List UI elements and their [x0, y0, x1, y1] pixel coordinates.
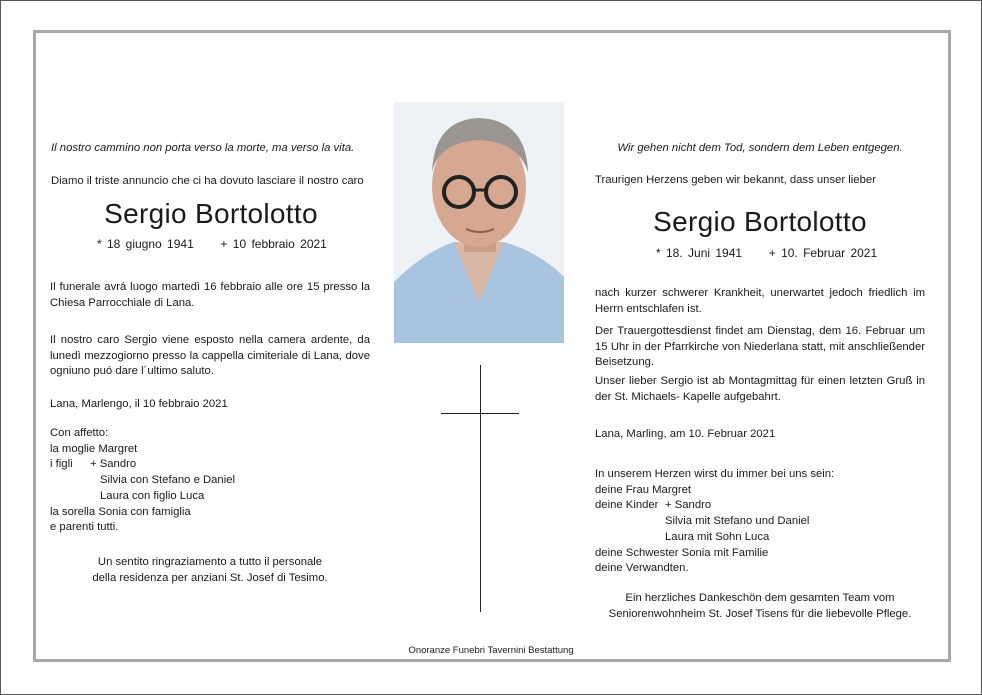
family-heading: Con affetto:: [50, 427, 109, 439]
family-child: + Sandro: [665, 499, 712, 512]
left-deceased-name: Sergio Bortolotto: [104, 198, 318, 229]
family-relatives: deine Verwandten.: [595, 562, 689, 575]
family-child: Silvia mit Stefano und Daniel: [665, 515, 810, 528]
left-thanks: [50, 555, 370, 586]
right-thanks: [585, 591, 935, 622]
portrait-image: [394, 102, 564, 343]
family-heading: In unserem Herzen wirst du immer bei uns sein:: [595, 468, 835, 480]
left-funeral-text: Il funerale avrá luogo martedì 16 febbraio alle ore 15 presso la Chiesa Parrocchiale di Lana.: [50, 281, 370, 309]
right-family-list: [595, 467, 834, 577]
right-passing-text: nach kurzer schwerer Krankheit, unerwartet jedoch friedlich im Herrn entschlafen ist.: [595, 287, 925, 315]
right-service-text: Der Trauergottesdienst findet am Dienstag, dem 16. Februar um 15 Uhr in der Pfarrkirche von Niederlana statt, mit anschließender Beisetzung.: [595, 325, 925, 369]
cross-icon: [480, 365, 481, 612]
thanks-line: Un sentito ringraziamento a tutto il personale: [97, 556, 323, 568]
family-child: + Sandro: [90, 458, 137, 471]
right-dates: [656, 246, 877, 260]
right-viewing-text: Unser lieber Sergio ist ab Montagmittag für einen letzten Gruß in der St. Michaels- Kapelle aufgebahrt.: [595, 375, 925, 403]
left-death-date: + 10 febbraio 2021: [220, 237, 327, 251]
thanks-line: della residenza per anziani St. Josef di Tesimo.: [92, 571, 328, 584]
family-children-row: [50, 457, 235, 473]
left-birth-date: * 18 giugno 1941: [97, 237, 194, 251]
family-child: Laura con figlio Luca: [100, 489, 205, 502]
left-quote: Il nostro cammino non porta verso la morte, ma verso la vita.: [51, 142, 355, 154]
right-birth-date: * 18. Juni 1941: [656, 246, 743, 260]
deceased-photo: [394, 102, 564, 343]
family-sister: deine Schwester Sonia mit Familie: [595, 546, 769, 559]
funeral-home-credit: [0, 645, 982, 656]
thanks-line: Seniorenwohnheim St. Josef Tisens für die liebevolle Pflege.: [608, 607, 912, 620]
right-quote: Wir gehen nicht dem Tod, sondern dem Leben entgegen.: [617, 142, 903, 154]
family-children-label: i figli: [50, 458, 73, 471]
family-sister: la sorella Sonia con famiglia: [50, 505, 191, 518]
left-intro: Diamo il triste annuncio che ci ha dovuto lasciare il nostro caro: [51, 175, 364, 187]
left-viewing-text: Il nostro caro Sergio viene esposto nella camera ardente, da lunedì mezzogiorno presso la cappella cimiteriale di Lana, dove ogniuno puó dare l´ultimo saluto.: [50, 334, 370, 378]
family-wife: deine Frau Margret: [595, 483, 692, 496]
thanks-line: Ein herzliches Dankeschön dem gesamten Team vom: [625, 592, 895, 604]
family-wife: la moglie Margret: [50, 442, 138, 455]
family-children-row: [595, 498, 834, 514]
left-family-list: [50, 426, 235, 536]
family-child: Silvia con Stefano e Daniel: [100, 474, 236, 487]
left-dates: [97, 237, 327, 251]
family-child: Laura mit Sohn Luca: [665, 530, 770, 543]
right-death-date: + 10. Februar 2021: [768, 246, 878, 260]
right-deceased-name: Sergio Bortolotto: [653, 206, 867, 237]
family-children-label: deine Kinder: [595, 499, 659, 512]
right-intro: Traurigen Herzens geben wir bekannt, dass unser lieber: [595, 174, 876, 186]
family-relatives: e parenti tutti.: [50, 521, 119, 534]
cross-icon-bar: [441, 413, 519, 414]
footer-text: Onoranze Funebri Tavernini Bestattung: [404, 645, 577, 656]
right-place-date: Lana, Marling, am 10. Februar 2021: [595, 428, 776, 440]
left-place-date: Lana, Marlengo, il 10 febbraio 2021: [50, 398, 228, 410]
